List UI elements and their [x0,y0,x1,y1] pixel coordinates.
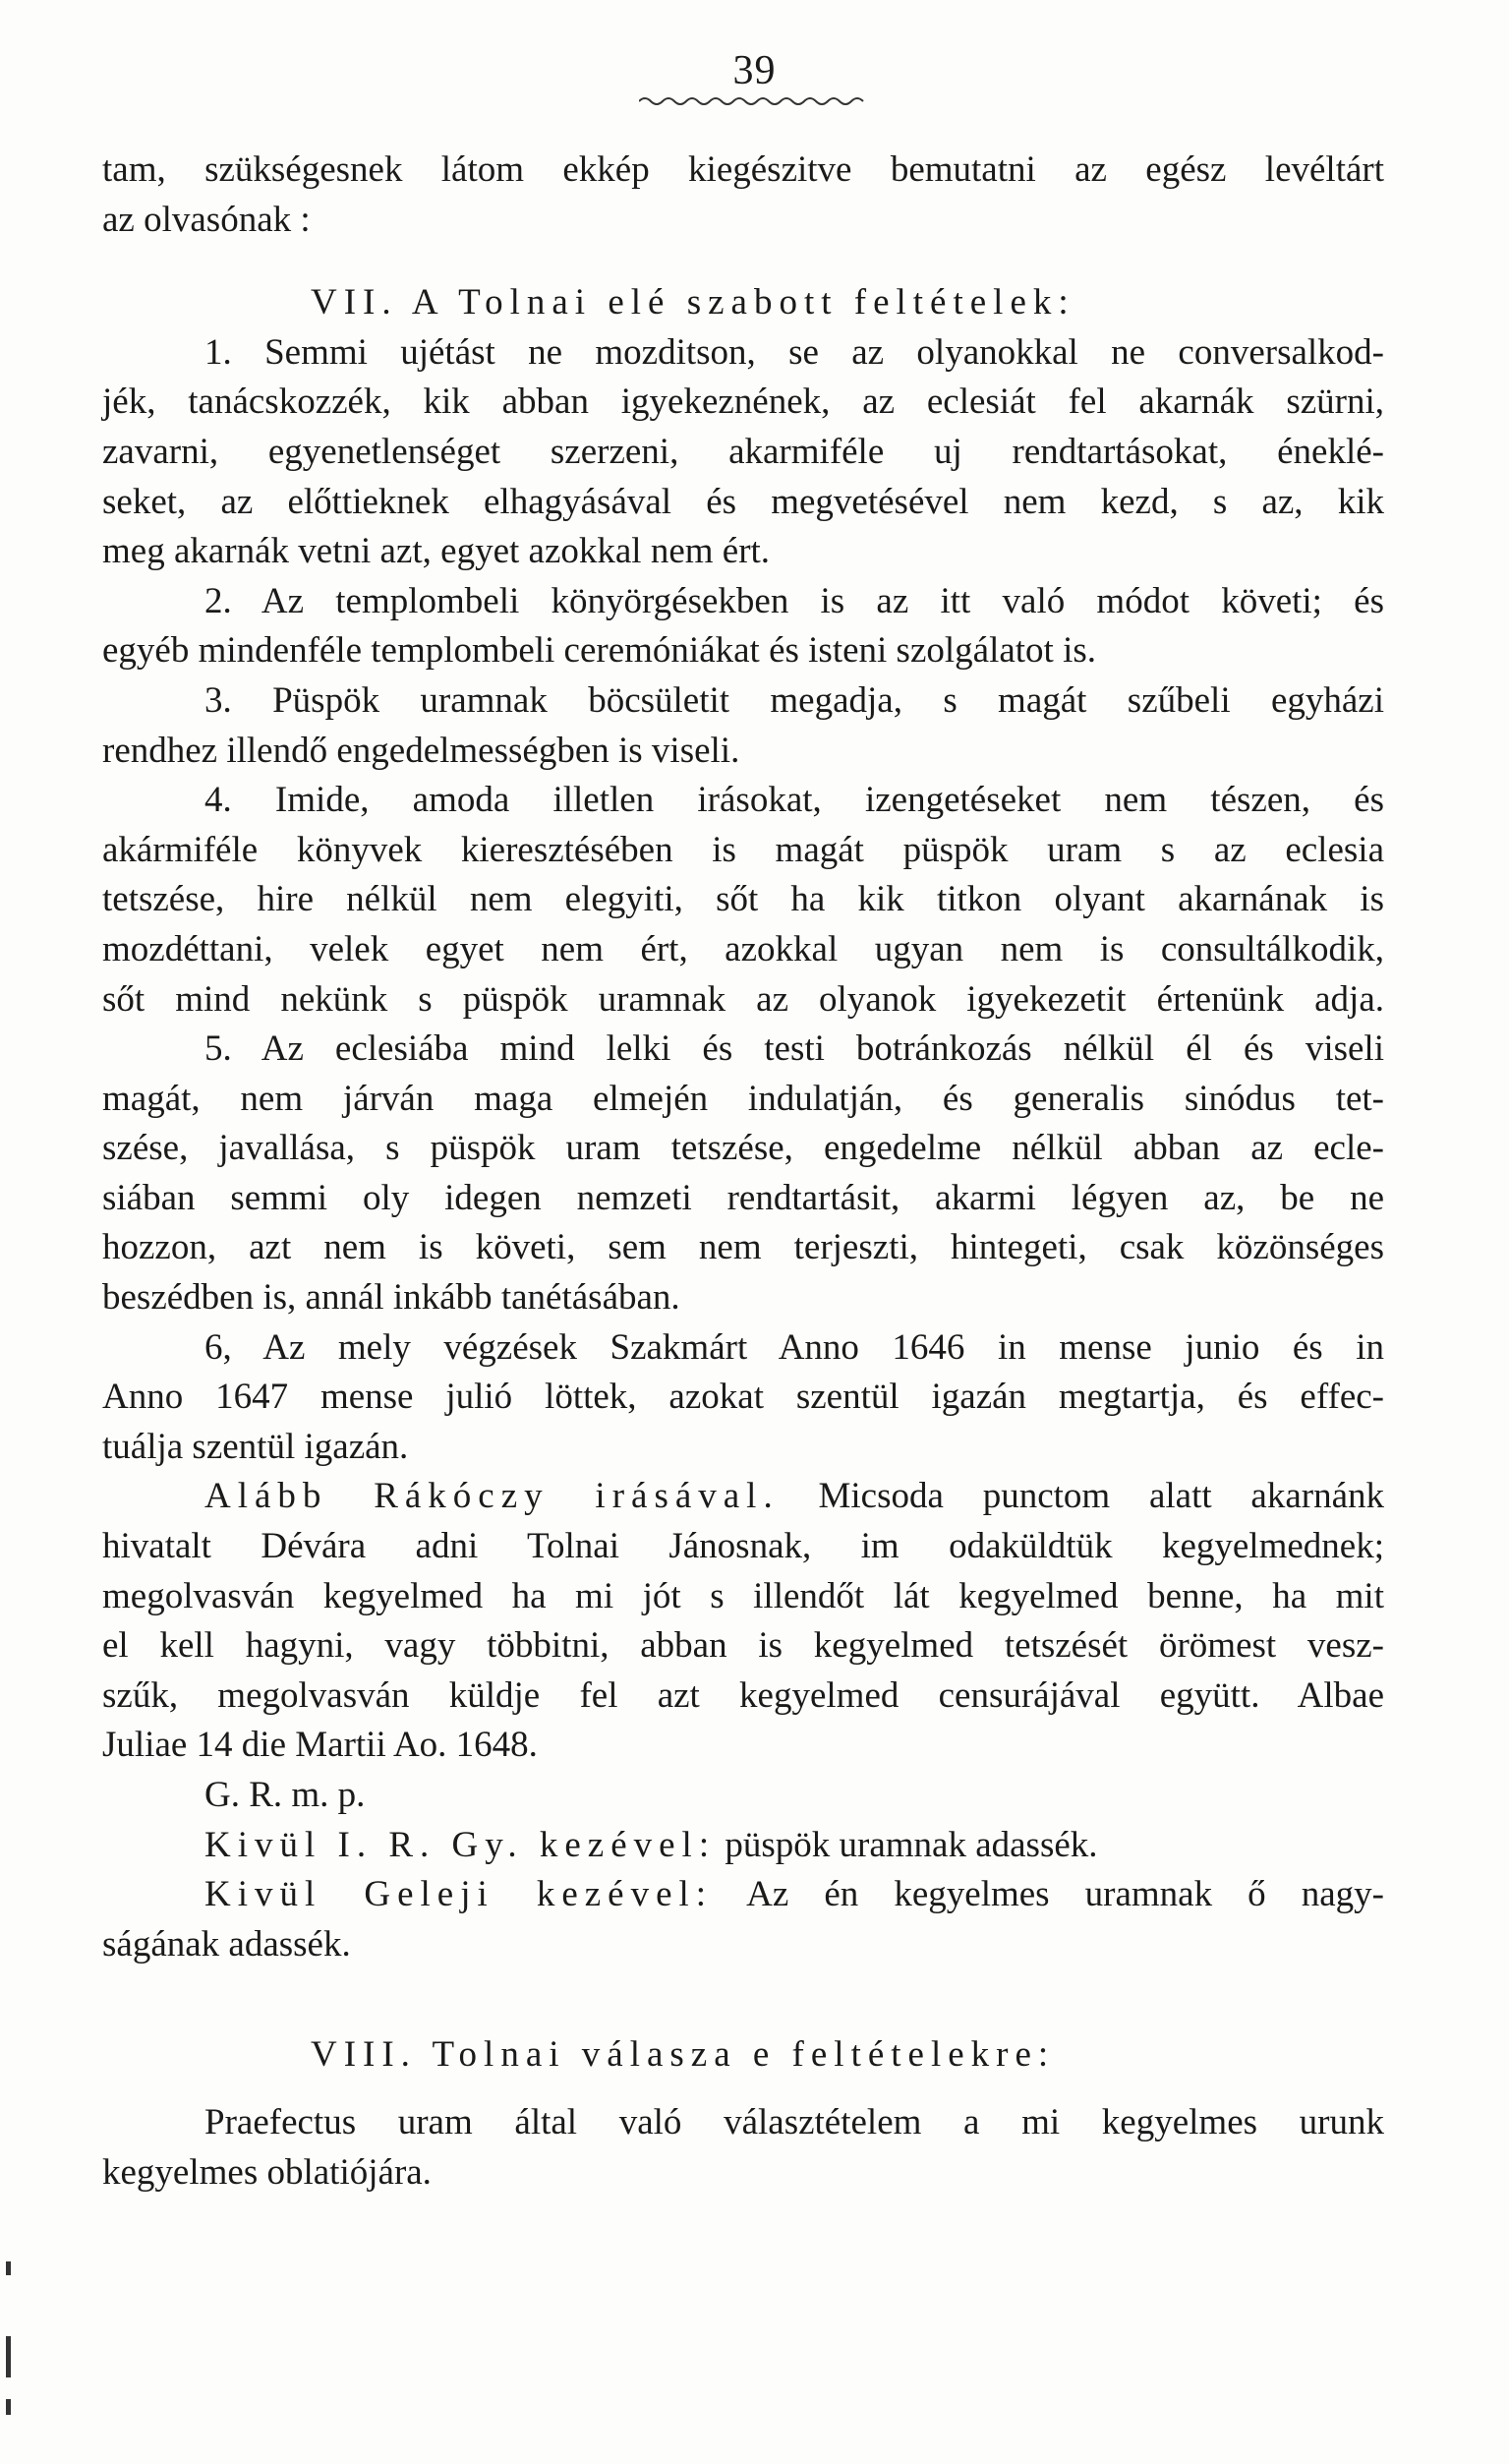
spaced-attribution: Kivül I. R. Gy. kezével: [204,1824,717,1865]
text-line: tam, szükségesnek látom ekkép kiegészitve bemutatni az egész levéltárt [102,149,1384,190]
text-line [102,1821,1384,1871]
margin-mark [6,2336,11,2377]
text-line: Juliae 14 die Martii Ao. 1648. [102,1725,538,1766]
text-line: kegyelmes oblatiójára. [102,2151,432,2193]
section-heading-viii: VIII. Tolnai válasza e feltételekre: [311,2034,1056,2076]
text-line: szűk, megolvasván küldje fel azt kegyelmed censurájával együtt. Albae [102,1674,1384,1716]
page-number-ornament [639,94,865,108]
margin-mark [6,2261,11,2275]
spaced-attribution: Kivül Geleji kezével: [204,1874,714,1915]
text-line: szése, javallása, s püspök uram tetszése, engedelme nélkül abban az ecle- [102,1128,1384,1169]
text-line: siában semmi oly idegen nemzeti rendtartásit, akarmi légyen az, be ne [102,1177,1384,1218]
text-line: zavarni, egyenetlenséget szerzeni, akarmiféle uj rendtartásokat, éneklé- [102,431,1384,472]
text-line: hivatalt Dévára adni Tolnai Jánosnak, im odaküldtük kegyelmednek; [102,1526,1384,1567]
text-line: akármiféle könyvek kieresztésében is magát püspök uram s az eclesia [102,829,1384,870]
text-line: 4. Imide, amoda illetlen irásokat, izengetéseket nem tészen, és [204,780,1384,821]
text-line: 5. Az eclesiába mind lelki és testi botránkozás nélkül él és viseli [204,1028,1384,1070]
text-line: hozzon, azt nem is követi, sem nem terjeszti, hintegeti, csak közönséges [102,1227,1384,1268]
text-line [102,1870,1384,1920]
text-line: meg akarnák vetni azt, egyet azokkal nem ért. [102,531,771,572]
text-run: Micsoda punctom alatt akarnánk [779,1476,1384,1517]
body-text [102,146,1384,2198]
signature-line: G. R. m. p. [204,1775,366,1815]
text-line: seket, az előttieknek elhagyásával és megvetésével nem kezd, s az, kik [102,481,1384,522]
text-line: el kell hagyni, vagy többitni, abban is kegyelmed tetszését örömest vesz- [102,1625,1384,1667]
text-line: az olvasónak : [102,199,311,240]
text-run: Az én kegyelmes uramnak ő nagy- [713,1874,1384,1915]
text-line: mozdéttani, velek egyet nem ért, azokkal ugyan nem is consultálkodik, [102,928,1384,969]
text-line [102,1472,1384,1522]
text-line: rendhez illendő engedelmességben is viseli. [102,730,740,771]
text-run: püspök uramnak adassék. [716,1824,1098,1865]
spaced-attribution: Alább Rákóczy irásával. [204,1476,780,1517]
text-line: 6, Az mely végzések Szakmárt Anno 1646 in mense junio és in [204,1326,1384,1368]
text-line: tuálja szentül igazán. [102,1426,409,1467]
page-number: 39 [732,48,777,93]
text-line: 2. Az templombeli könyörgésekben is az itt való módot követi; és [204,580,1384,621]
text-line: megolvasván kegyelmed ha mi jót s illendőt lát kegyelmed benne, ha mit [102,1575,1384,1616]
text-line: 1. Semmi ujétást ne mozditson, se az olyanokkal ne conversalkod- [204,331,1384,373]
margin-mark [6,2399,11,2415]
text-line: ságának adassék. [102,1923,351,1965]
text-line: 3. Püspök uramnak böcsületit megadja, s magát szűbeli egyházi [204,679,1384,721]
text-line: tetszése, hire nélkül nem elegyiti, sőt ha kik titkon olyant akarnának is [102,879,1384,920]
text-line: magát, nem járván maga elmején indulatján, és generalis sinódus tet- [102,1078,1384,1119]
text-line: egyéb mindenféle templombeli ceremóniákat és isteni szolgálatot is. [102,630,1097,672]
text-line: beszédben is, annál inkább tanétásában. [102,1277,680,1319]
text-line: Praefectus uram által való választételem a mi kegyelmes urunk [204,2101,1384,2142]
section-heading-vii: VII. A Tolnai elé szabott feltételek: [311,282,1075,323]
text-line: sőt mind nekünk s püspök uramnak az olyanok igyekezetit értenünk adja. [102,978,1384,1020]
text-line: Anno 1647 mense julió löttek, azokat szentül igazán megtartja, és effec- [102,1377,1384,1418]
text-line: jék, tanácskozzék, kik abban igyekeznének, az eclesiát fel akarnák szürni, [102,381,1384,423]
